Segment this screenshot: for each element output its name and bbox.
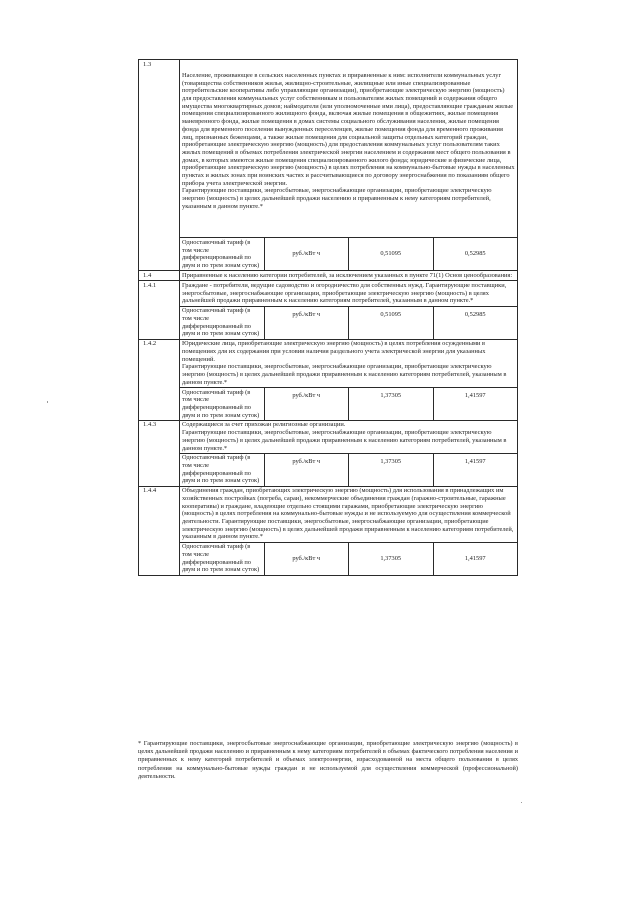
description-paragraph: Население, проживающее в сельских населенных пунктах и приравненные к ним: исполнители коммунальных услуг (товарищества собственников жилья, жилищно-строительные, жилищные или иные специализированные потребительские кооперативы либо управляющие организации), приобретающие электрическую энергию (мощность) для предоставления коммунальных услуг собственникам и пользователям жилых помещений и содержания общего имущества многоквартирных домов; наймодатели (или уполномоченные ими лица), предоставляющие гражданам жилые помещения специализированного жилищного фонда, включая жилые помещения в общежитиях, жилые помещения маневренного фонда, жилые помещения в домах системы социального обслуживания населения, жилые помещения фонда для временного поселения вынужденных переселенцев, жилые помещения фонда для временного проживания лиц, признанных беженцами, а также жилые помещения для социальной защиты отдельных категорий граждан, приобретающие электрическую энергию (мощность) для предоставления коммунальных услуг пользователям таких жилых помещений в объемах потребления электрической энергии населением и содержания мест общего пользования в домах, в которых имеются жилые помещения специализированного жилого фонда; юридические и физические лица, приобретающие электрическую энергию (мощность) в целях потребления на коммунально-бытовые нужды в населенных пунктах и жилых зонах при воинских частях и рассчитывающиеся по договору энергоснабжения по показаниям общего прибора учета электрической энергии. bbox=[182, 72, 515, 187]
section-description bbox=[180, 271, 518, 281]
tariff-value-first-half: 0,51095 bbox=[349, 238, 434, 271]
tariff-row bbox=[139, 453, 518, 486]
section-row bbox=[139, 420, 518, 453]
tariff-value-second-half: 1,41597 bbox=[433, 542, 518, 575]
tariff-table-body bbox=[139, 60, 518, 576]
description-paragraph: Объединения граждан, приобретающих электрическую энергию (мощность) для использования в принадлежащих им хозяйственных постройках (погреба, сараи), некоммерческие объединения граждан (гаражно-строительные, гаражные кооперативы) и граждане, владеющие отдельно стоящими гаражами, приобретающие электрическую энергию (мощность) в целях потребления на коммунально-бытовые нужды и не используемую для осуществления коммерческой деятельности. Гарантирующие поставщики, энергосбытовые, энергоснабжающие организации, приобретающие электрическую энергию (мощность) в целях дальнейшей продажи приравненным к населению категориям потребителей, указанным в данном пункте.* bbox=[182, 487, 514, 541]
tariff-value-second-half: 1,41597 bbox=[433, 453, 518, 486]
scan-mark bbox=[521, 802, 522, 803]
tariff-value-first-half: 1,37305 bbox=[349, 453, 434, 486]
scan-mark bbox=[47, 401, 48, 403]
tariff-name: Одноставочный тариф (в том числе дифференцированный по двум и по трем зонам суток) bbox=[180, 306, 265, 339]
description-paragraph: Юридические лица, приобретающие электрическую энергию (мощность) в целях потребления осужденными в помещениях для их содержания при условии наличия раздельного учета электрической энергии для указанных помещений. bbox=[182, 340, 486, 363]
tariff-row bbox=[139, 306, 518, 339]
tariff-name: Одноставочный тариф (в том числе дифференцированный по двум и по трем зонам суток) bbox=[180, 238, 265, 271]
section-description bbox=[180, 339, 518, 387]
description-paragraph: Гарантирующие поставщики, энергосбытовые, энергоснабжающие организации, приобретающие электрическую энергию (мощность) в целях дальнейшей продажи населению и приравненным к нему категориям потребителей, указанным в данном пункте.* bbox=[182, 187, 492, 210]
section-row bbox=[139, 281, 518, 306]
section-row bbox=[139, 60, 518, 238]
tariff-row bbox=[139, 387, 518, 420]
section-row bbox=[139, 339, 518, 387]
section-number: 1.4.3 bbox=[139, 420, 180, 486]
section-number: 1.3 bbox=[139, 60, 180, 271]
tariff-value-first-half: 0,51095 bbox=[349, 306, 434, 339]
tariff-row bbox=[139, 542, 518, 575]
tariff-unit: руб./кВт ч bbox=[264, 453, 349, 486]
tariff-value-first-half: 1,37305 bbox=[349, 542, 434, 575]
section-number: 1.4.2 bbox=[139, 339, 180, 420]
tariff-unit: руб./кВт ч bbox=[264, 542, 349, 575]
section-number: 1.4.1 bbox=[139, 281, 180, 339]
tariff-value-second-half: 0,52985 bbox=[433, 238, 518, 271]
tariff-value-second-half: 1,41597 bbox=[433, 387, 518, 420]
description-paragraph: Гарантирующие поставщики, энергосбытовые, энергоснабжающие организации, приобретающие электрическую энергию (мощность) в целях дальнейшей продажи приравненным к населению категориям потребителей, указанным в данном пункте.* bbox=[182, 363, 507, 386]
tariff-value-second-half: 0,52985 bbox=[433, 306, 518, 339]
section-number: 1.4.4 bbox=[139, 486, 180, 575]
section-row bbox=[139, 271, 518, 281]
description-paragraph: Гарантирующие поставщики, энергосбытовые, энергоснабжающие организации, приобретающие электрическую энергию (мощность) в целях дальнейшей продажи приравненным к населению категориям потребителей, указанным в данном пункте.* bbox=[182, 429, 507, 452]
tariff-value-first-half: 1,37305 bbox=[349, 387, 434, 420]
section-description bbox=[180, 420, 518, 453]
description-paragraph: Содержащиеся за счет прихожан религиозные организации. bbox=[182, 421, 346, 429]
section-row bbox=[139, 486, 518, 542]
tariff-unit: руб./кВт ч bbox=[264, 306, 349, 339]
section-description bbox=[180, 60, 518, 238]
tariff-name: Одноставочный тариф (в том числе дифференцированный по двум и по трем зонам суток) bbox=[180, 542, 265, 575]
tariff-name: Одноставочный тариф (в том числе дифференцированный по двум и по трем зонам суток) bbox=[180, 453, 265, 486]
description-paragraph: Приравненные к населению категории потребителей, за исключением указанных в пункте 71(1) Основ ценообразования: bbox=[182, 271, 513, 279]
section-description bbox=[180, 486, 518, 542]
tariff-name: Одноставочный тариф (в том числе дифференцированный по двум и по трем зонам суток) bbox=[180, 387, 265, 420]
tariff-row bbox=[139, 238, 518, 271]
footnote: * Гарантирующие поставщики, энергосбытовые энергоснабжающие организации, приобретающие электрическую энергию (мощность) в целях дальнейшей продажи населению и приравненным к нему категориям потребителей в объемах фактического потребления населения и приравненных к нему категорий потребителей и объемах электроэнергии, израсходованной на места общего пользования в целях потребления на коммунально-бытовые нужды граждан и не используемой для осуществления коммерческой (профессиональной) деятельности. bbox=[138, 740, 518, 780]
tariff-unit: руб./кВт ч bbox=[264, 387, 349, 420]
tariff-unit: руб./кВт ч bbox=[264, 238, 349, 271]
section-description bbox=[180, 281, 518, 306]
description-paragraph: Граждане - потребители, ведущие садоводство и огородничество для собственных нужд. Гарантирующие поставщики, энергосбытовые, энергоснабжающие организации, приобретающие электрическую энергию (мощность) в целях дальнейшей продажи приравненным к населению категориям потребителей, указанным в данном пункте.* bbox=[182, 282, 507, 305]
section-number: 1.4 bbox=[139, 271, 180, 281]
tariff-table bbox=[138, 59, 518, 576]
